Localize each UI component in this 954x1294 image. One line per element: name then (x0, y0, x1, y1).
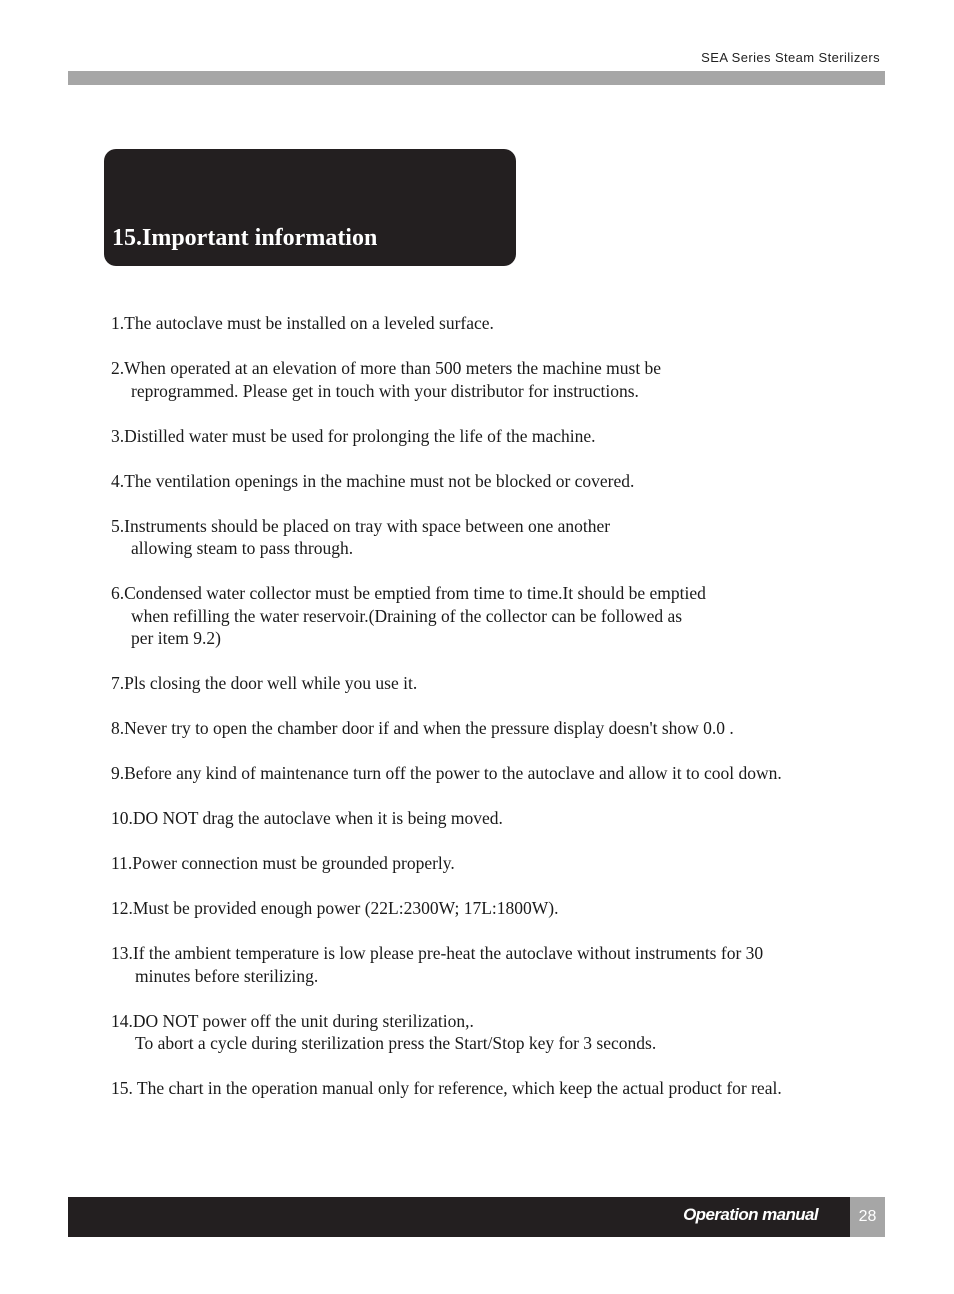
list-item (111, 897, 871, 920)
page-number: 28 (858, 1208, 877, 1225)
item-line: 11.Power connection must be grounded properly. (111, 853, 455, 873)
list-item (111, 425, 871, 448)
item-line: 15. The chart in the operation manual only for reference, which keep the actual product for real. (111, 1078, 782, 1098)
item-line: 1.The autoclave must be installed on a leveled surface. (111, 313, 494, 333)
list-item (111, 1077, 871, 1100)
header-bar (68, 71, 885, 85)
item-line: 9.Before any kind of maintenance turn off the power to the autoclave and allow it to cool down. (111, 763, 782, 783)
list-item (111, 515, 871, 560)
list-item (111, 717, 871, 740)
list-item (111, 942, 871, 987)
list-item (111, 762, 871, 785)
item-line: 13.If the ambient temperature is low please pre-heat the autoclave without instruments for 30 (111, 943, 764, 963)
item-line: 3.Distilled water must be used for prolonging the life of the machine. (111, 425, 596, 446)
footer-label: Operation manual (683, 1205, 818, 1224)
item-line: 10.DO NOT drag the autoclave when it is being moved. (111, 808, 503, 828)
footer-bar (68, 1197, 850, 1237)
item-line-continued: To abort a cycle during sterilization press the Start/Stop key for 3 seconds. (135, 1033, 657, 1053)
item-line: 4.The ventilation openings in the machine must not be blocked or covered. (111, 470, 635, 491)
information-list (111, 312, 871, 1122)
item-line-continued: reprogrammed. Please get in touch with your distributor for instructions. (131, 380, 639, 401)
item-line: 6.Condensed water collector must be emptied from time to time.It should be emptied (111, 583, 706, 603)
list-item (111, 672, 871, 695)
list-item (111, 1010, 871, 1055)
item-line: 8.Never try to open the chamber door if and when the pressure display doesn't show 0.0 . (111, 718, 734, 738)
item-line-continued: minutes before sterilizing. (135, 965, 319, 986)
list-item (111, 582, 871, 650)
list-item (111, 852, 871, 875)
item-line: 14.DO NOT power off the unit during sterilization,. (111, 1010, 474, 1031)
item-line: 12.Must be provided enough power (22L:2300W; 17L:1800W). (111, 898, 559, 918)
item-line-continued: per item 9.2) (131, 628, 221, 648)
section-heading-box (104, 149, 516, 266)
item-line: 2.When operated at an elevation of more than 500 meters the machine must be (111, 358, 662, 378)
list-item (111, 470, 871, 493)
item-line: 7.Pls closing the door well while you use it. (111, 673, 418, 693)
header-title: SEA Series Steam Sterilizers (701, 50, 880, 65)
item-line-continued: when refilling the water reservoir.(Draining of the collector can be followed as (131, 605, 683, 626)
list-item (111, 807, 871, 830)
list-item (111, 357, 871, 402)
item-line: 5.Instruments should be placed on tray with space between one another (111, 515, 611, 536)
page-number-box (850, 1197, 885, 1237)
item-line-continued: allowing steam to pass through. (131, 538, 354, 558)
list-item (111, 312, 871, 335)
section-title: 15.Important information (112, 225, 378, 251)
